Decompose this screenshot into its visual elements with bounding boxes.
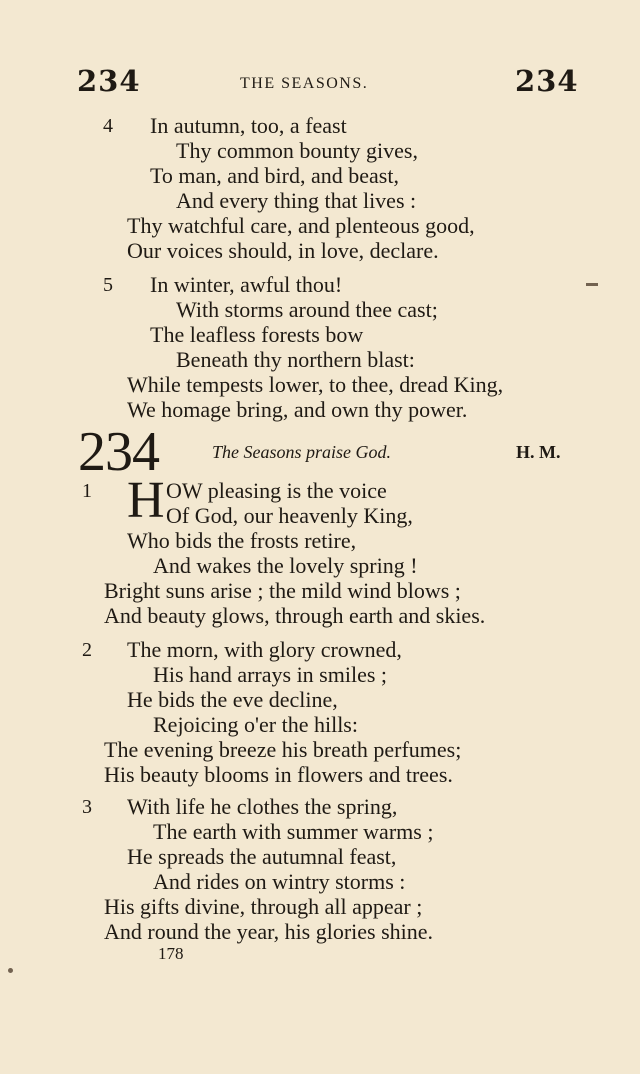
running-title: THE SEASONS. — [240, 75, 369, 92]
stanza-number: 4 — [103, 115, 113, 137]
verse-line: Thy common bounty gives, — [176, 138, 418, 163]
verse-line: With life he clothes the spring, — [127, 794, 398, 819]
footer-page-number: 178 — [158, 944, 184, 963]
verse-line: Of God, our heavenly King, — [166, 503, 413, 528]
verse-line: In autumn, too, a feast — [150, 113, 347, 138]
verse-line: Rejoicing o'er the hills: — [153, 712, 358, 737]
header-right-number: 234 — [515, 64, 579, 98]
verse-line: Beneath thy northern blast: — [176, 347, 415, 372]
verse-line: While tempests lower, to thee, dread King, — [127, 372, 504, 397]
verse-line: And round the year, his glories shine. — [104, 919, 434, 944]
verse-line: OW pleasing is the voice — [166, 478, 387, 503]
verse-line: And wakes the lovely spring ! — [153, 553, 418, 578]
verse-line: With storms around thee cast; — [176, 297, 438, 322]
hymn-number: 234 — [78, 421, 159, 483]
verse-line: And every thing that lives : — [176, 188, 417, 213]
verse-line: The evening breeze his breath perfumes; — [104, 737, 462, 762]
verse-line: We homage bring, and own thy power. — [127, 397, 468, 422]
verse-line: His beauty blooms in flowers and trees. — [104, 762, 453, 787]
ink-mark — [586, 283, 598, 286]
verse-line: To man, and bird, and beast, — [150, 163, 399, 188]
hymn-heading — [0, 421, 640, 483]
page-header — [0, 64, 640, 104]
verse-line: His hand arrays in smiles ; — [153, 662, 388, 687]
verse-line: Bright suns arise ; the mild wind blows ; — [104, 578, 461, 603]
verse-line: In winter, awful thou! — [150, 272, 343, 297]
verse-line: And rides on wintry storms : — [153, 869, 406, 894]
header-left-number: 234 — [77, 64, 141, 98]
stanza-number: 2 — [82, 639, 92, 661]
verse-line: And beauty glows, through earth and skies. — [104, 603, 486, 628]
stanza-number: 1 — [82, 480, 92, 502]
verse-line: The earth with summer warms ; — [153, 819, 434, 844]
ink-dot — [8, 968, 13, 973]
verse-line: The morn, with glory crowned, — [127, 637, 402, 662]
verse-line: His gifts divine, through all appear ; — [104, 894, 423, 919]
verse-line: He bids the eve decline, — [127, 687, 338, 712]
verse-line: Thy watchful care, and plenteous good, — [127, 213, 475, 238]
hymn-title: The Seasons praise God. — [212, 442, 391, 462]
drop-cap: H — [127, 472, 165, 529]
hymn-meter: H. M. — [516, 442, 561, 462]
verse-line: He spreads the autumnal feast, — [127, 844, 397, 869]
verse-line: Who bids the frosts retire, — [127, 528, 357, 553]
verse-line: The leafless forests bow — [150, 322, 364, 347]
stanza-number: 5 — [103, 274, 113, 296]
stanza-number: 3 — [82, 796, 92, 818]
verse-line: Our voices should, in love, declare. — [127, 238, 439, 263]
